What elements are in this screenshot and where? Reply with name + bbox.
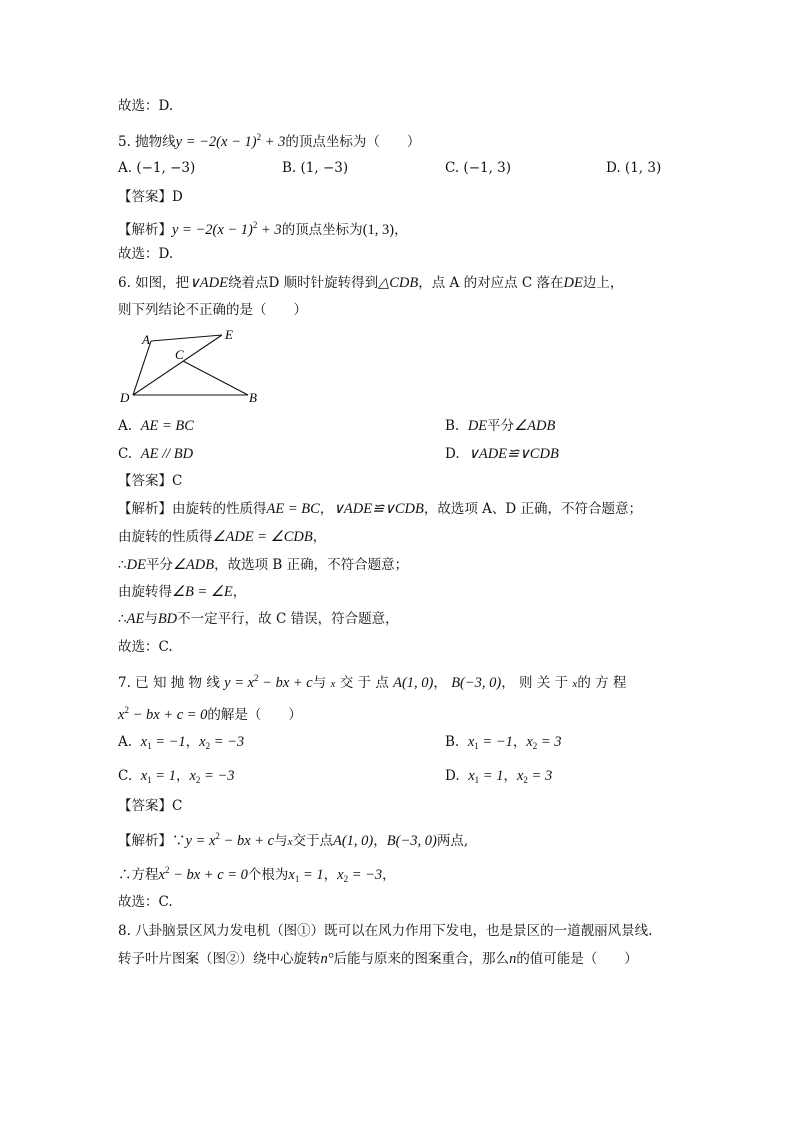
label-e: E — [225, 327, 233, 342]
q5-option-b: B. (1, −3) — [282, 160, 349, 176]
q5-stem: 5. 抛物线$y = -2(x - 1)^2 + 3$的顶点坐标为（ ） — [118, 132, 421, 150]
q8-stem-line2: 转子叶片图案（图②）绕中心旋转n°后能与原来的图案重合，那么n的值可能是（ ） — [118, 951, 638, 967]
q6-analysis-3: ∴DE平分∠ADB，故选项 B 正确，不符合题意； — [118, 557, 409, 573]
q5-analysis: 【解析】$y = -2(x - 1)^2 + 3$的顶点坐标为(1, 3)， — [118, 220, 408, 238]
q6-option-d: D. ∨ADE≌∨CDB — [445, 446, 559, 462]
label-a: A — [142, 332, 150, 347]
q5-option-d: D. (1, 3) — [606, 160, 662, 176]
q6-option-a: A. AE = BC — [118, 418, 194, 434]
q7-option-c: C. $x_1 = 1$，$x_2 = -3$ — [118, 768, 235, 785]
q6-analysis-1: 【解析】由旋转的性质得AE = BC，∨ADE≌∨CDB，故选项 A、D 正确，不符合题意； — [118, 501, 642, 517]
segment-da — [133, 341, 151, 395]
label-d: D — [120, 390, 130, 405]
label-c: C — [175, 347, 184, 362]
label-b: B — [249, 390, 257, 405]
q7-answer: 【答案】C — [118, 798, 183, 814]
q7-final: 故选：C. — [118, 894, 173, 910]
q5-final: 故选：D. — [118, 246, 174, 262]
q6-answer: 【答案】C — [118, 473, 183, 489]
q8-stem-line1: 8. 八卦脑景区风力发电机（图①）既可以在风力作用下发电，也是景区的一道靓丽风景线. — [118, 923, 653, 939]
q6-analysis-5: ∴AE与BD不一定平行，故 C 错误，符合题意， — [118, 611, 399, 627]
q7-option-b: B. $x_1 = -1$，$x_2 = 3$ — [445, 734, 562, 751]
q5-option-a: A. (−1, −3) — [118, 160, 196, 176]
q6-option-b: B. DE平分∠ADB — [445, 418, 556, 434]
q6-analysis-4: 由旋转得∠B = ∠E， — [118, 584, 247, 600]
q6-analysis-2: 由旋转的性质得∠ADE = ∠CDB， — [118, 529, 327, 545]
q5-option-c: C. (−1, 3) — [445, 160, 512, 176]
q6-stem-line2: 则下列结论不正确的是（ ） — [118, 302, 307, 318]
q4-final: 故选：D. — [118, 98, 174, 114]
q7-analysis-2: ∴方程$x^2$ − bx + c = 0个根为$x_1 = 1$，$x_2 = -3$， — [118, 865, 396, 884]
q5-answer: 【答案】D — [118, 189, 183, 205]
q6-option-c: C. AE // BD — [118, 446, 194, 462]
q6-stem-line1: 6. 如图，把∨ADE绕着点D 顺时针旋转得到△CDB，点 A 的对应点 C 落在DE边上， — [118, 275, 624, 291]
q6-rotation-figure — [118, 326, 268, 406]
q7-analysis-1: 【解析】∵y = $x^2$ − bx + c与x交于点A(1, 0)，B(−3, 0)两点, — [118, 831, 469, 849]
q5-equation: $y = -2(x - 1)^2 + 3$ — [175, 132, 286, 150]
q7-option-d: D. $x_1 = 1$，$x_2 = 3$ — [445, 768, 553, 785]
segment-cb — [183, 361, 248, 395]
q7-stem-line1: 7. 已 知 抛 物 线 $y = x^2$ − bx + c与 x 交 于 点 A(1, 0)， B(−3, 0)， 则 关 于 x的 方 程 — [118, 673, 627, 691]
segment-ae — [151, 335, 222, 341]
q7-stem-line2: $x^2$ − bx + c = 0的解是（ ） — [118, 705, 302, 723]
q7-option-a: A. $x_1 = -1$，$x_2 = -3$ — [118, 734, 245, 751]
q6-final: 故选：C. — [118, 639, 173, 655]
